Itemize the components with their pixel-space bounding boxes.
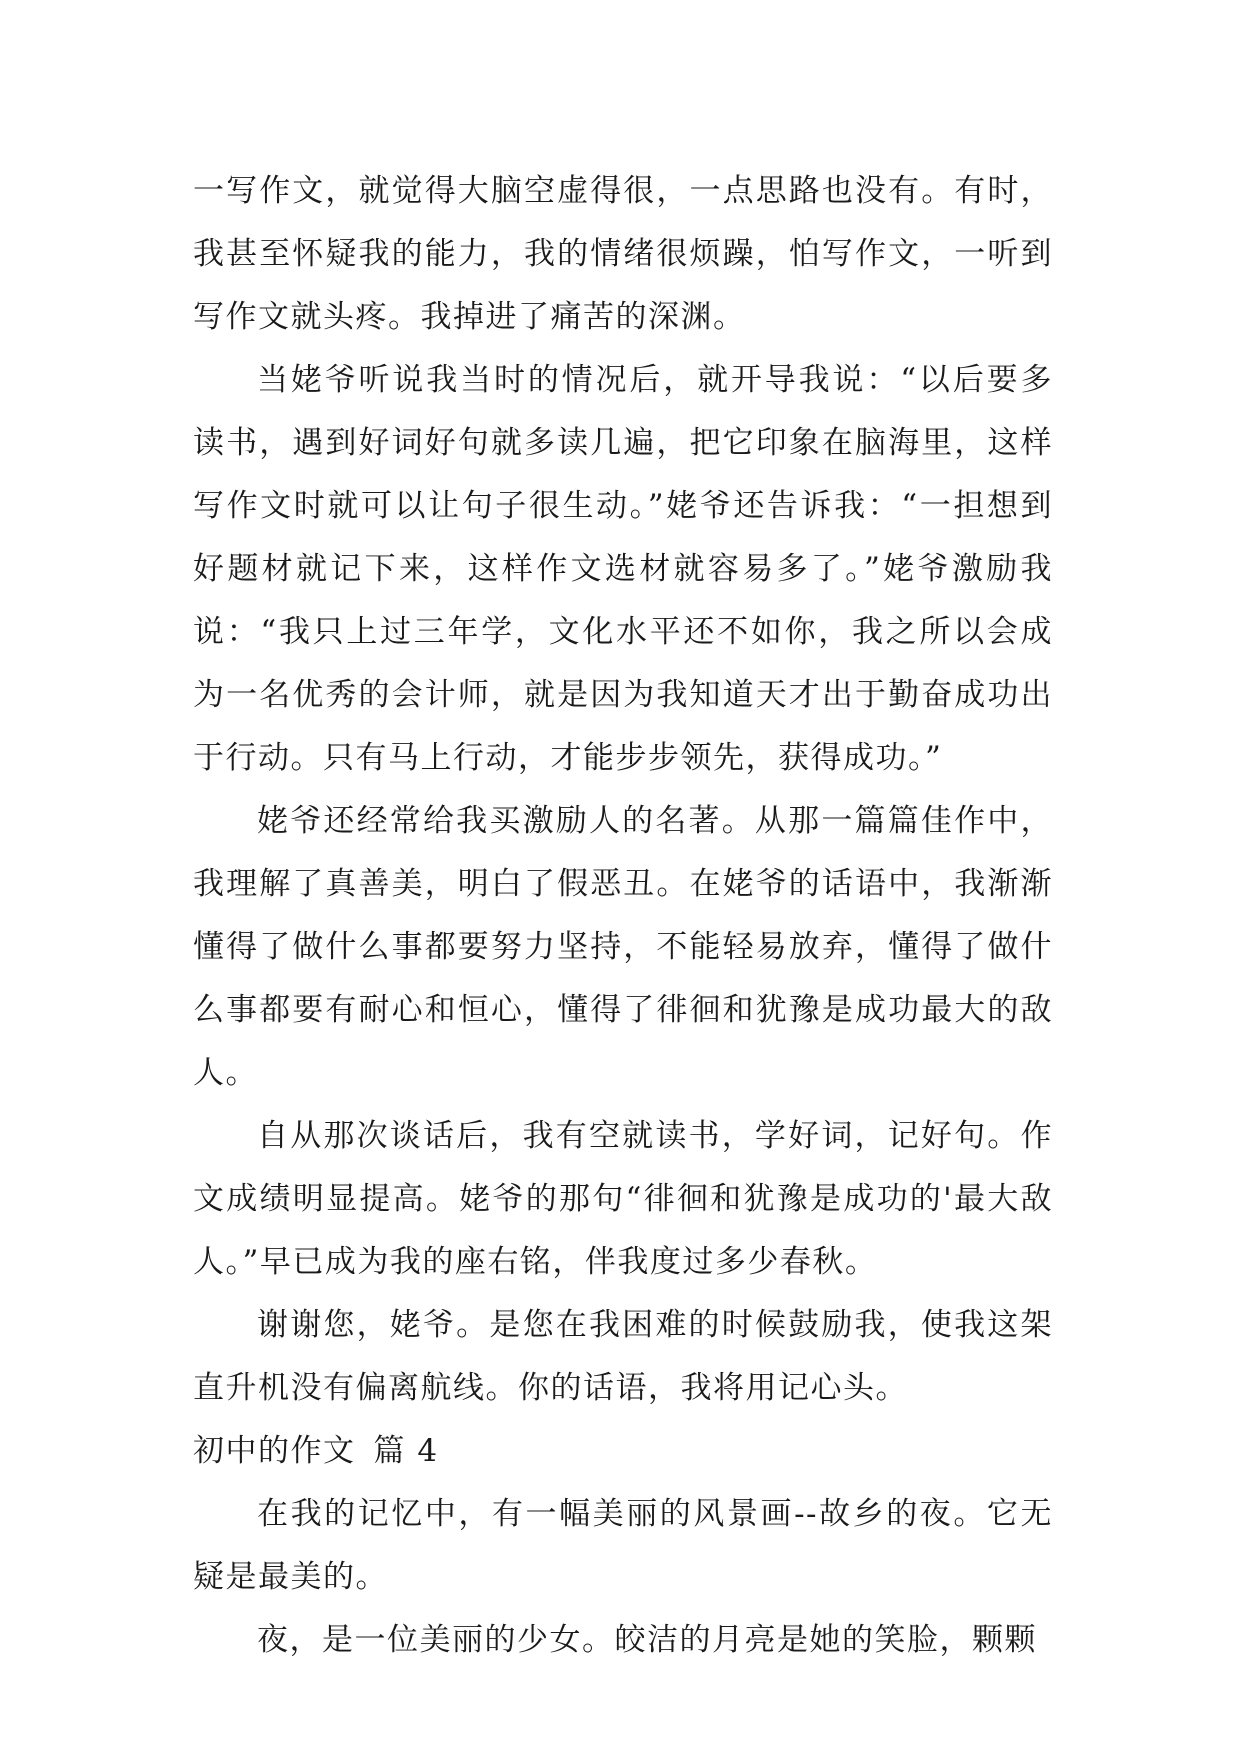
paragraph: 当姥爷听说我当时的情况后，就开导我说：“以后要多读书，遇到好词好句就多读几遍，把它印象在脑海里，这样写作文时就可以让句子很生动。”姥爷还告诉我：“一担想到好题材就记下来，这样作文选材就容易多了。”姥爷激励我说：“我只上过三年学，文化水平还不如你，我之所以会成为一名优秀的会计师，就是因为我知道天才出于勤奋成功出于行动。只有马上行动，才能步步领先，获得成功。” <box>193 362 1053 776</box>
paragraph: 谢谢您，姥爷。是您在我困难的时候鼓励我，使我这架直升机没有偏离航线。你的话语，我将用记心头。 <box>193 1307 1053 1406</box>
paragraph: 一写作文，就觉得大脑空虚得很，一点思路也没有。有时，我甚至怀疑我的能力，我的情绪很烦躁，怕写作文，一听到写作文就头疼。我掉进了痛苦的深渊。 <box>193 173 1053 335</box>
section-heading-title: 初中的作文 <box>193 1433 356 1469</box>
paragraph: 自从那次谈话后，我有空就读书，学好词，记好句。作文成绩明显提高。姥爷的那句“徘徊和犹豫是成功的'最大敌人。”早已成为我的座右铭，伴我度过多少春秋。 <box>193 1118 1053 1280</box>
section-heading <box>193 1420 1053 1483</box>
paragraph: 姥爷还经常给我买激励人的名著。从那一篇篇佳作中，我理解了真善美，明白了假恶丑。在姥爷的话语中，我渐渐懂得了做什么事都要努力坚持，不能轻易放弃，懂得了做什么事都要有耐心和恒心，懂得了徘徊和犹豫是成功最大的敌人。 <box>193 803 1053 1091</box>
section-heading-number: 篇 4 <box>373 1433 439 1469</box>
paragraph: 在我的记忆中，有一幅美丽的风景画--故乡的夜。它无疑是最美的。 <box>193 1496 1053 1595</box>
document-body <box>193 160 1053 1672</box>
paragraph: 夜，是一位美丽的少女。皎洁的月亮是她的笑脸，颗颗 <box>257 1622 1037 1658</box>
